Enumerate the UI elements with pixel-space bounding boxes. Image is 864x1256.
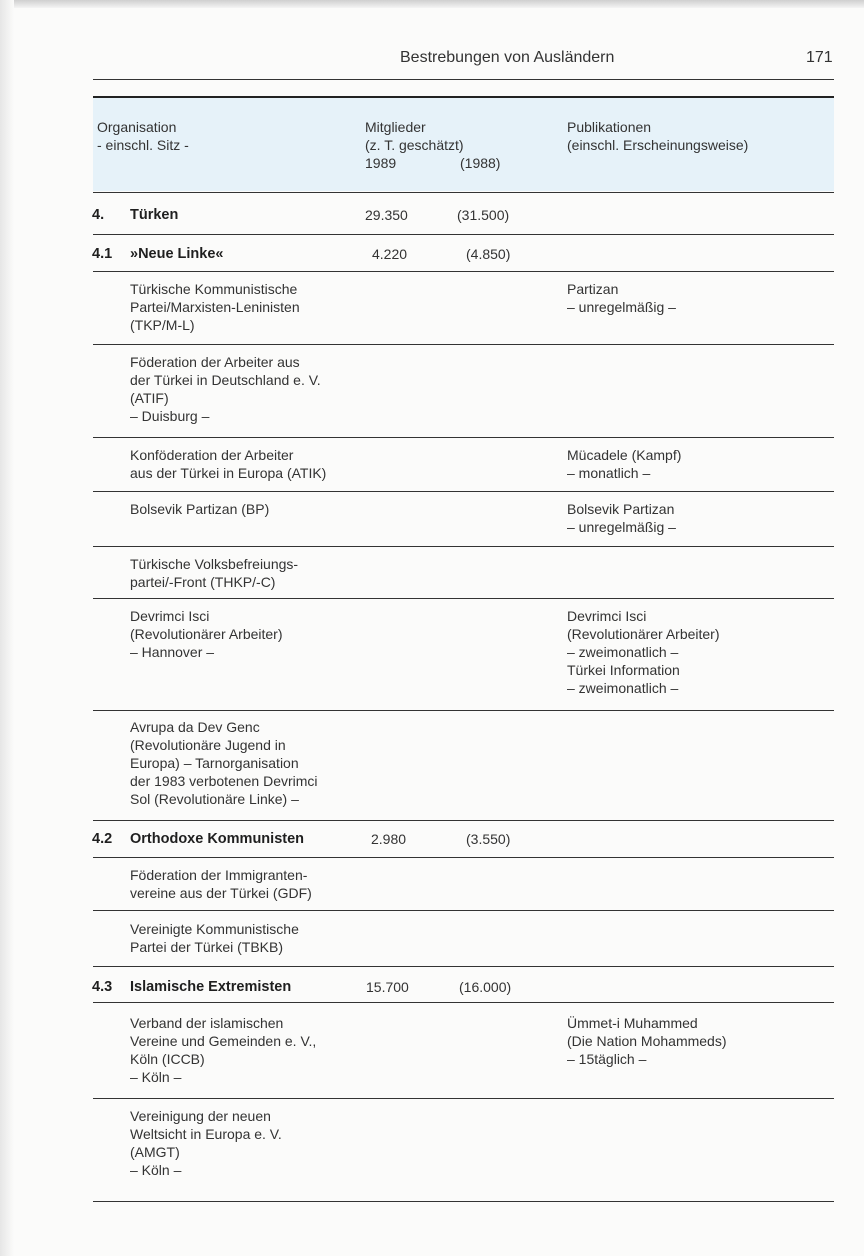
publication-line: (Die Nation Mohammeds): [567, 1033, 727, 1049]
publication-line: – zweimonatlich –: [567, 680, 679, 696]
rule: [93, 820, 834, 821]
section-members-1989: 15.700: [366, 979, 409, 995]
org-line: Föderation der Arbeiter aus: [130, 354, 300, 370]
scan-top-edge: [0, 0, 864, 8]
rule: [93, 546, 834, 547]
rule: [93, 910, 834, 911]
org-line: – Duisburg –: [130, 408, 210, 424]
header-publications-sub: (einschl. Erscheinungsweise): [567, 137, 749, 153]
rule: [93, 598, 834, 599]
section-number: 4.: [92, 207, 105, 223]
header-members-sub: (z. T. geschätzt): [365, 137, 464, 153]
publication-line: – unregelmäßig –: [567, 299, 676, 315]
org-line: Türkische Kommunistische: [130, 281, 298, 297]
section-members-1989: 2.980: [371, 831, 407, 847]
publication-line: Ümmet-i Muhammed: [567, 1015, 698, 1031]
org-line: Köln (ICCB): [130, 1051, 205, 1067]
header-publications: Publikationen: [567, 119, 652, 135]
scan-left-edge: [0, 0, 14, 1256]
section-title: Islamische Extremisten: [130, 979, 292, 995]
org-line: Bolsevik Partizan (BP): [130, 501, 270, 517]
publication-line: – 15täglich –: [567, 1051, 647, 1067]
rule: [93, 710, 834, 711]
publication-line: Türkei Information: [567, 662, 680, 678]
section-members-1988: (4.850): [466, 246, 511, 262]
org-line: Vereinigung der neuen: [130, 1108, 271, 1124]
org-line: der Türkei in Deutschland e. V.: [130, 372, 321, 388]
header-organisation: Organisation: [97, 119, 177, 135]
org-line: Türkische Volksbefreiungs-: [130, 556, 299, 572]
section-members-1989: 4.220: [372, 246, 408, 262]
org-line: – Hannover –: [130, 644, 215, 660]
publication-line: – monatlich –: [567, 465, 651, 481]
org-line: partei/-Front (THKP/-C): [130, 574, 276, 590]
publication-line: – unregelmäßig –: [567, 519, 676, 535]
rule-table-top: [93, 96, 834, 98]
publication-line: – zweimonatlich –: [567, 644, 679, 660]
section-title: Orthodoxe Kommunisten: [130, 831, 305, 847]
header-members: Mitglieder: [365, 119, 426, 135]
publication-line: Partizan: [567, 281, 619, 297]
section-title: »Neue Linke«: [130, 246, 224, 262]
header-year-1989: 1989: [365, 155, 397, 171]
org-line: aus der Türkei in Europa (ATIK): [130, 465, 327, 481]
rule-under-head: [93, 79, 834, 80]
rule: [93, 234, 834, 235]
section-members-1988: (16.000): [459, 979, 512, 995]
rule: [93, 857, 834, 858]
header-year-1988: (1988): [460, 155, 501, 171]
publication-line: Bolsevik Partizan: [567, 501, 675, 517]
page-number: 171: [806, 49, 833, 66]
org-line: – Köln –: [130, 1162, 182, 1178]
section-members-1989: 29.350: [365, 207, 408, 223]
section-number: 4.1: [92, 246, 113, 262]
section-members-1988: (3.550): [466, 831, 511, 847]
section-number: 4.2: [92, 831, 113, 847]
org-line: Sol (Revolutionäre Linke) –: [130, 791, 299, 807]
org-line: Konföderation der Arbeiter: [130, 447, 294, 463]
section-number: 4.3: [92, 979, 113, 995]
rule: [93, 344, 834, 345]
org-line: Föderation der Immigranten-: [130, 867, 308, 883]
org-line: Vereine und Gemeinden e. V.,: [130, 1033, 317, 1049]
org-line: der 1983 verbotenen Devrimci: [130, 773, 318, 789]
running-head: Bestrebungen von Ausländern: [400, 49, 615, 66]
org-line: (TKP/M-L): [130, 317, 195, 333]
org-line: Vereinigte Kommunistische: [130, 921, 299, 937]
publication-line: Devrimci Isci: [567, 608, 647, 624]
org-line: (AMGT): [130, 1144, 180, 1160]
rule-header-bottom: [93, 192, 834, 193]
org-line: Verband der islamischen: [130, 1015, 284, 1031]
org-line: (ATIF): [130, 390, 169, 406]
section-members-1988: (31.500): [457, 207, 510, 223]
publication-line: Mücadele (Kampf): [567, 447, 682, 463]
org-line: (Revolutionäre Jugend in: [130, 737, 286, 753]
rule: [93, 437, 834, 438]
rule: [93, 966, 834, 967]
org-line: Europa) – Tarnorganisation: [130, 755, 299, 771]
org-line: Weltsicht in Europa e. V.: [130, 1126, 282, 1142]
rule-table-bottom: [93, 1201, 834, 1202]
org-line: Partei der Türkei (TBKB): [130, 939, 284, 955]
org-line: – Köln –: [130, 1069, 182, 1085]
org-line: vereine aus der Türkei (GDF): [130, 885, 312, 901]
section-title: Türken: [130, 207, 179, 223]
org-line: (Revolutionärer Arbeiter): [130, 626, 283, 642]
rule: [93, 491, 834, 492]
rule: [93, 1098, 834, 1099]
org-line: Avrupa da Dev Genc: [130, 719, 260, 735]
header-organisation-sub: - einschl. Sitz -: [97, 137, 189, 153]
rule: [93, 271, 834, 272]
publication-line: (Revolutionärer Arbeiter): [567, 626, 720, 642]
org-line: Devrimci Isci: [130, 608, 210, 624]
org-line: Partei/Marxisten-Leninisten: [130, 299, 300, 315]
rule: [93, 1002, 834, 1003]
